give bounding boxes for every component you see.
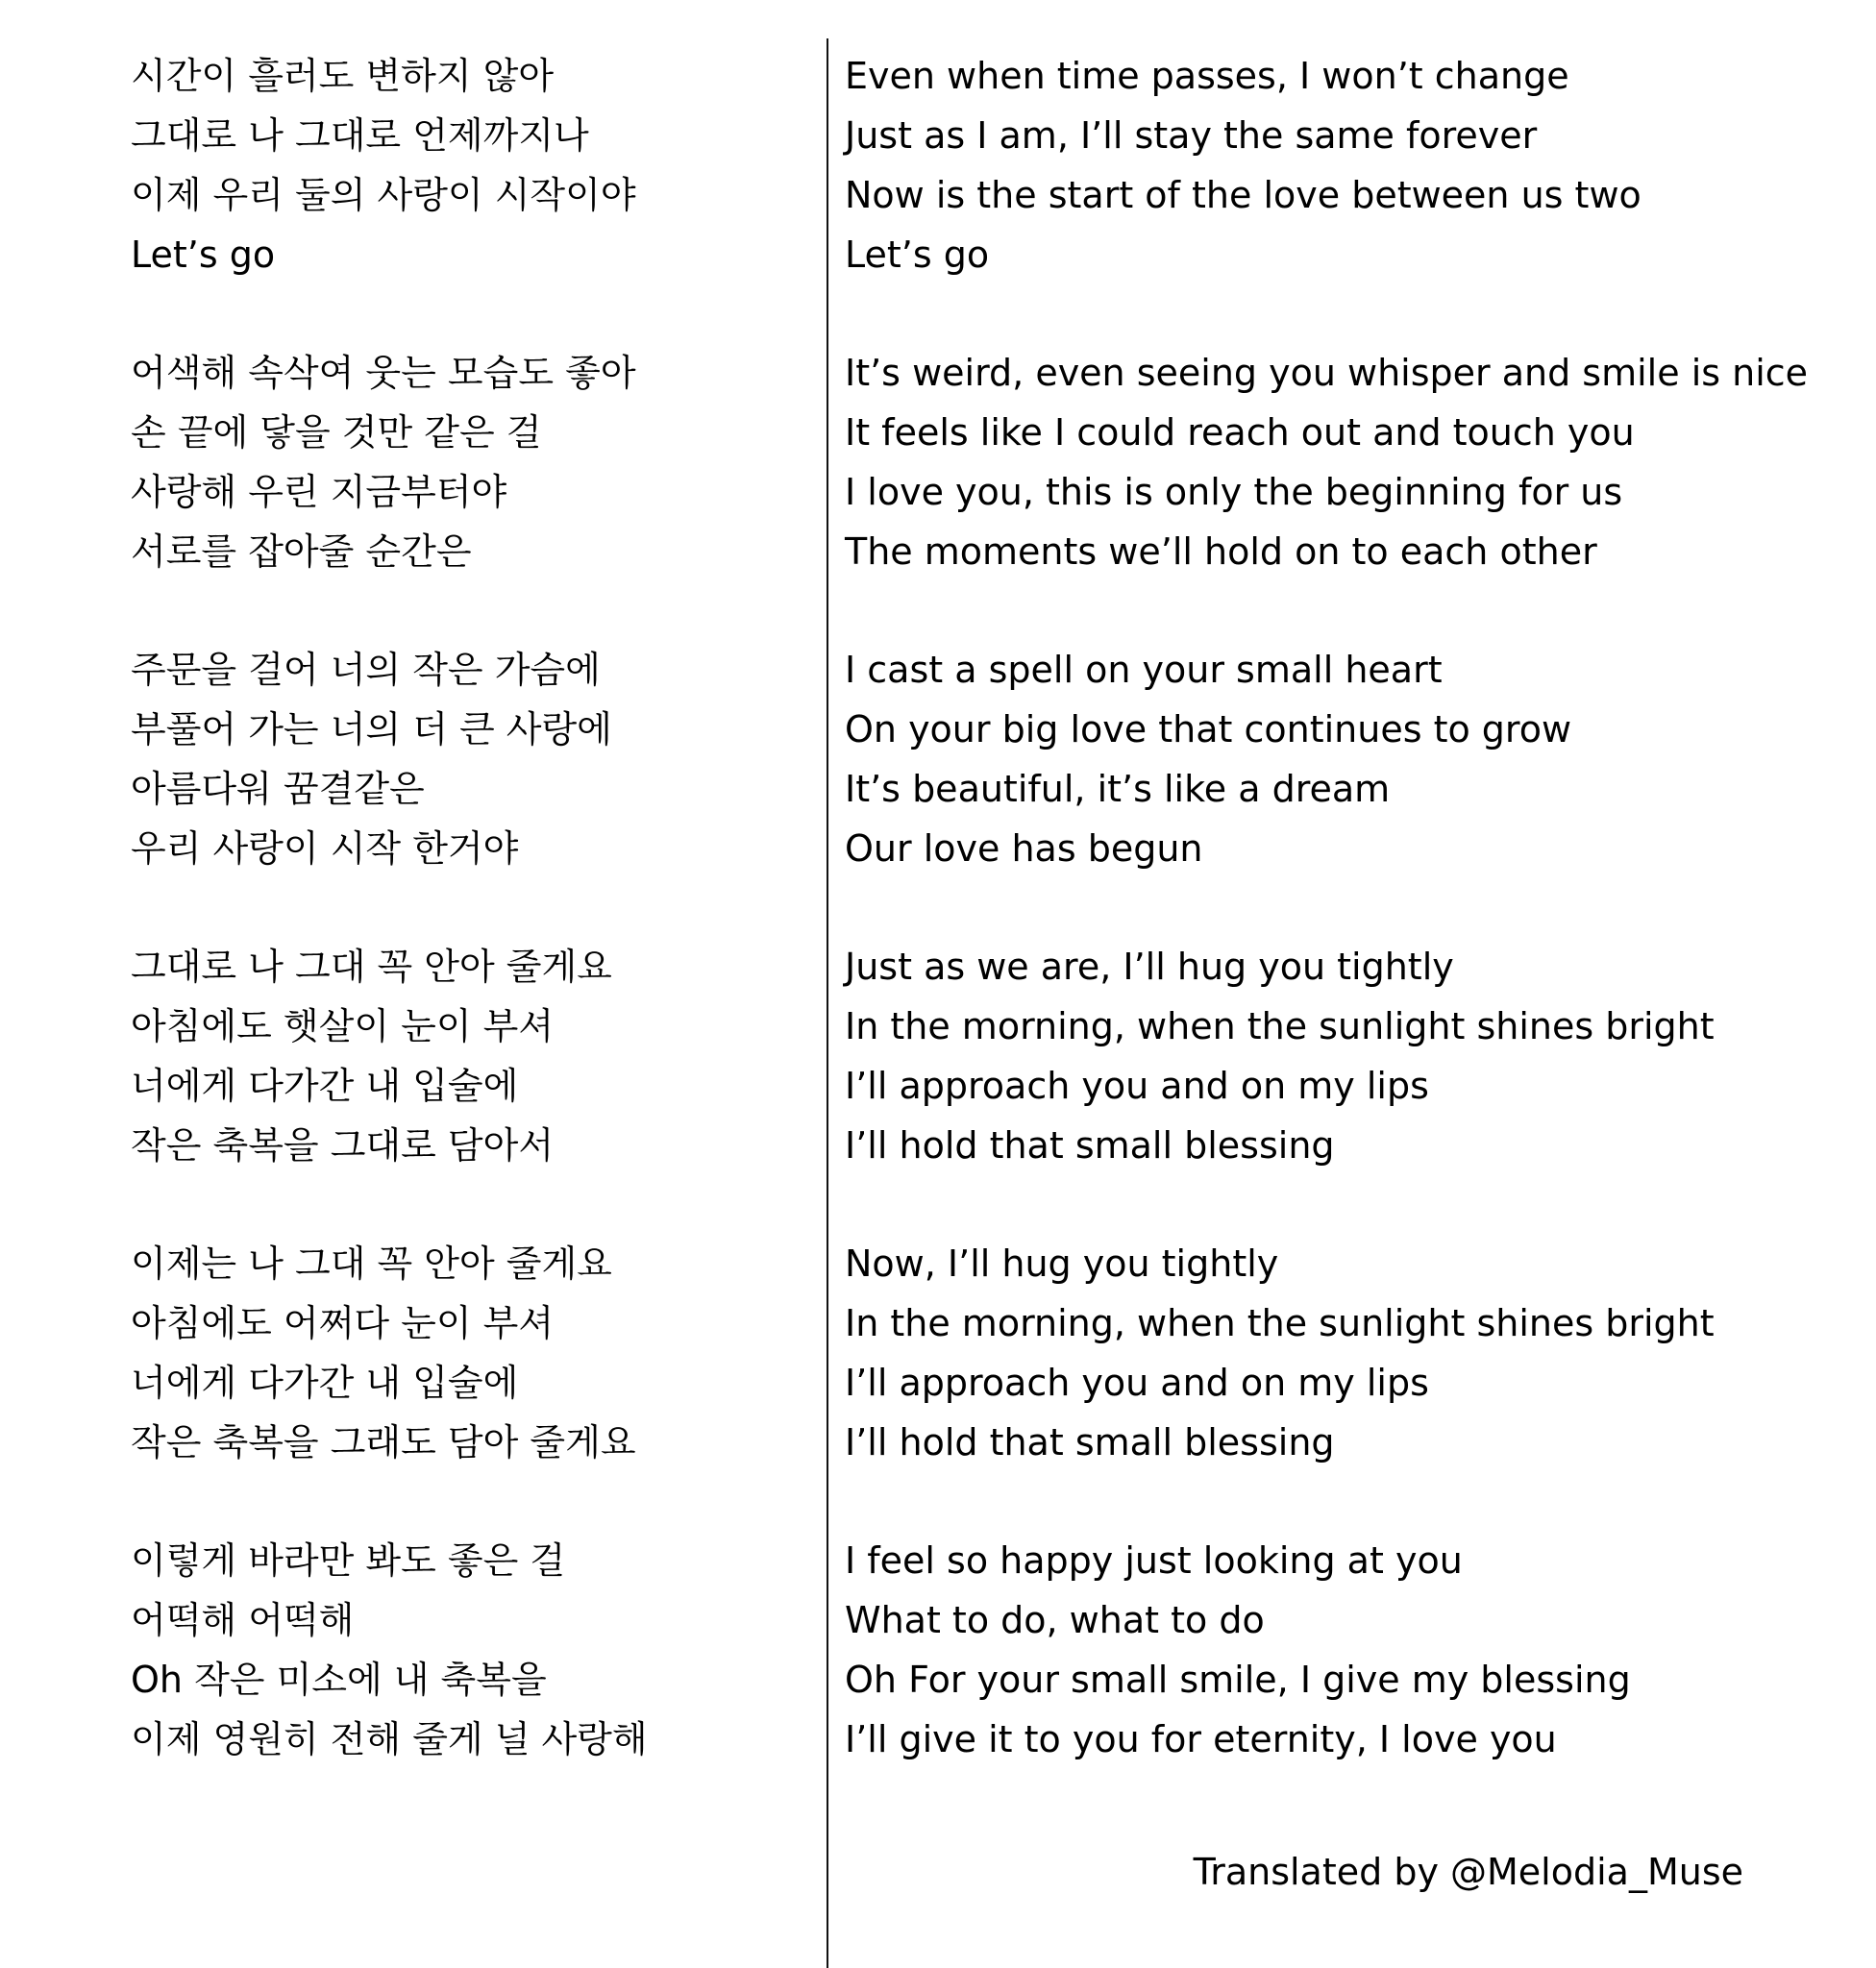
korean-stanza bbox=[131, 937, 803, 1175]
korean-lyric-line: 어떡해 어떡해 bbox=[131, 1599, 355, 1641]
korean-lyric-line: 아침에도 햇살이 눈이 부셔 bbox=[131, 1005, 555, 1047]
korean-lyric-line: Oh 작은 미소에 내 축복을 bbox=[131, 1659, 547, 1701]
english-lyric-line: It’s weird, even seeing you whisper and smile is nice bbox=[845, 352, 1809, 394]
english-lyric-line: Oh For your small smile, I give my blessing bbox=[845, 1659, 1631, 1701]
korean-stanza bbox=[131, 640, 803, 878]
korean-lyric-line: 아름다워 꿈결같은 bbox=[131, 768, 425, 810]
english-lyric-line: Just as I am, I’ll stay the same forever bbox=[845, 114, 1538, 157]
english-lyric-line: Just as we are, I’ll hug you tightly bbox=[845, 946, 1454, 988]
english-stanza bbox=[845, 343, 1809, 581]
korean-lyric-line: 작은 축복을 그대로 담아서 bbox=[131, 1124, 555, 1167]
korean-stanza bbox=[131, 1234, 803, 1472]
column-divider bbox=[827, 38, 828, 1968]
korean-lyric-line: 손 끝에 닿을 것만 같은 걸 bbox=[131, 411, 542, 454]
english-lyric-line: In the morning, when the sunlight shines bright bbox=[845, 1005, 1715, 1047]
english-stanza bbox=[845, 1234, 1806, 1472]
english-lyric-line: I love you, this is only the beginning for us bbox=[845, 471, 1623, 513]
english-stanza bbox=[845, 46, 1806, 284]
korean-lyric-line: 너에게 다가간 내 입술에 bbox=[131, 1065, 519, 1107]
english-lyric-line: I’ll hold that small blessing bbox=[845, 1421, 1335, 1464]
korean-lyric-line: 이제 영원히 전해 줄게 널 사랑해 bbox=[131, 1718, 648, 1760]
english-lyric-line: The moments we’ll hold on to each other bbox=[845, 530, 1597, 573]
english-lyric-line: It’s beautiful, it’s like a dream bbox=[845, 768, 1391, 810]
english-lyric-line: I feel so happy just looking at you bbox=[845, 1539, 1463, 1582]
korean-stanza bbox=[131, 1531, 803, 1769]
korean-lyric-line: 그대로 나 그대로 언제까지나 bbox=[131, 114, 589, 157]
english-lyric-line: In the morning, when the sunlight shines bright bbox=[845, 1302, 1715, 1344]
english-translation-column bbox=[845, 46, 1809, 1828]
english-lyric-line: Now, I’ll hug you tightly bbox=[845, 1242, 1279, 1285]
korean-lyric-line: 이제는 나 그대 꼭 안아 줄게요 bbox=[131, 1242, 612, 1285]
korean-lyric-line: 우리 사랑이 시작 한거야 bbox=[131, 827, 519, 870]
english-stanza bbox=[845, 640, 1806, 878]
korean-stanza bbox=[131, 343, 803, 581]
korean-lyric-line: Let’s go bbox=[131, 234, 276, 276]
korean-lyric-line: 그대로 나 그대 꼭 안아 줄게요 bbox=[131, 946, 612, 988]
korean-lyric-line: 시간이 흘러도 변하지 않아 bbox=[131, 55, 555, 97]
korean-lyric-line: 사랑해 우린 지금부터야 bbox=[131, 471, 507, 513]
korean-lyric-line: 어색해 속삭여 웃는 모습도 좋아 bbox=[131, 352, 636, 394]
english-stanza bbox=[845, 1531, 1806, 1769]
korean-lyric-line: 이제 우리 둘의 사랑이 시작이야 bbox=[131, 174, 636, 216]
english-lyric-line: I’ll hold that small blessing bbox=[845, 1124, 1335, 1167]
korean-lyric-line: 부풀어 가는 너의 더 큰 사랑에 bbox=[131, 708, 612, 750]
english-lyric-line: On your big love that continues to grow bbox=[845, 708, 1572, 750]
english-stanza bbox=[845, 937, 1806, 1175]
korean-lyric-line: 이렇게 바라만 봐도 좋은 걸 bbox=[131, 1539, 566, 1582]
english-lyric-line: Our love has begun bbox=[845, 827, 1203, 870]
english-lyric-line: Let’s go bbox=[845, 234, 990, 276]
korean-stanza bbox=[131, 46, 803, 284]
english-lyric-line: I cast a spell on your small heart bbox=[845, 649, 1443, 691]
translator-credit: Translated by @Melodia_Muse bbox=[1193, 1851, 1743, 1893]
korean-lyric-line: 주문을 걸어 너의 작은 가슴에 bbox=[131, 649, 601, 691]
english-lyric-line: Even when time passes, I won’t change bbox=[845, 55, 1569, 97]
korean-lyric-line: 서로를 잡아줄 순간은 bbox=[131, 530, 472, 573]
korean-lyric-line: 너에게 다가간 내 입술에 bbox=[131, 1362, 519, 1404]
korean-lyrics-column bbox=[131, 46, 803, 1828]
english-lyric-line: It feels like I could reach out and touch you bbox=[845, 411, 1635, 454]
english-lyric-line: Now is the start of the love between us two bbox=[845, 174, 1642, 216]
korean-lyric-line: 아침에도 어쩌다 눈이 부셔 bbox=[131, 1302, 555, 1344]
english-lyric-line: I’ll approach you and on my lips bbox=[845, 1362, 1429, 1404]
english-lyric-line: I’ll give it to you for eternity, I love you bbox=[845, 1718, 1557, 1760]
english-lyric-line: What to do, what to do bbox=[845, 1599, 1265, 1641]
korean-lyric-line: 작은 축복을 그래도 담아 줄게요 bbox=[131, 1421, 636, 1464]
english-lyric-line: I’ll approach you and on my lips bbox=[845, 1065, 1429, 1107]
